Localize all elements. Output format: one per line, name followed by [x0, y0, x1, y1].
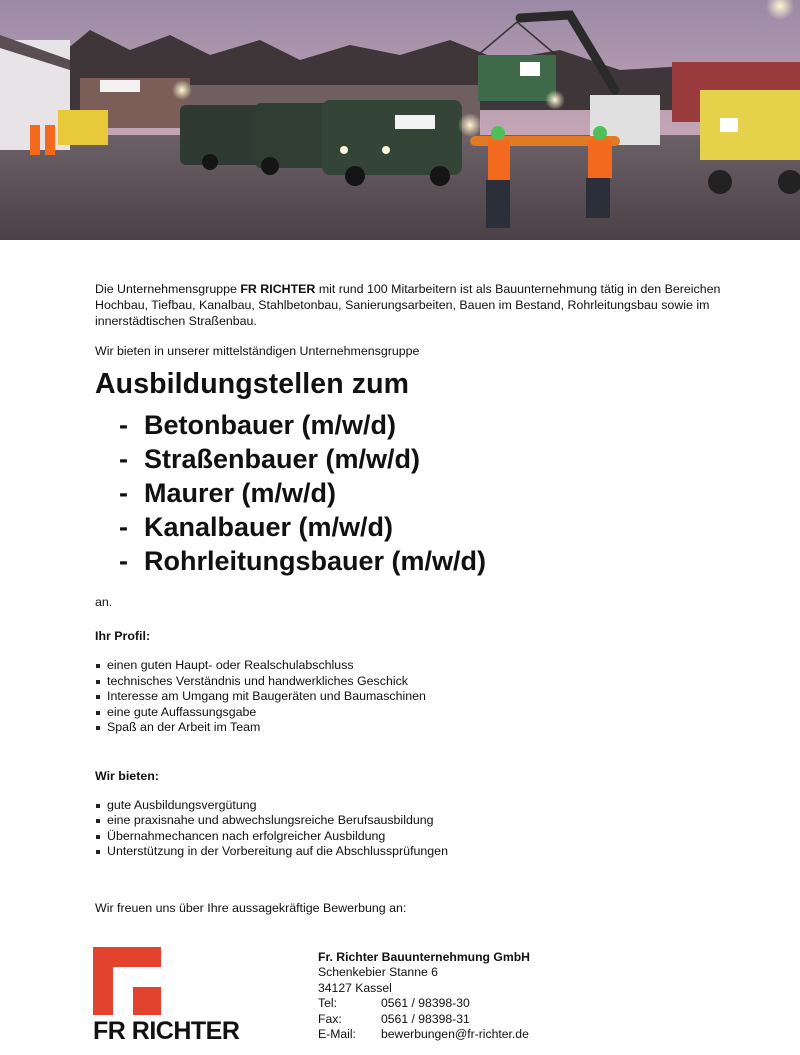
contact-block [318, 950, 530, 1042]
job-title: Maurer (m/w/d) [144, 478, 337, 508]
job-item [95, 476, 735, 510]
bullet-icon [96, 664, 100, 668]
bullet-icon [96, 850, 100, 854]
list-item-text: einen guten Haupt- oder Realschulabschluss [107, 658, 354, 672]
bullet-icon [96, 819, 100, 823]
list-item [95, 674, 735, 690]
fax-value: 0561 / 98398-31 [381, 1011, 470, 1026]
benefits-title: Wir bieten: [95, 768, 159, 783]
hero-photo [0, 0, 800, 240]
list-item [95, 720, 735, 736]
an-text: an. [95, 595, 113, 609]
bullet-icon [96, 711, 100, 715]
list-item [95, 813, 735, 829]
profile-list [95, 658, 735, 736]
list-item-text: technisches Verständnis und handwerkliches Geschick [107, 673, 408, 688]
intro-paragraph [95, 281, 735, 329]
list-item-text: gute Ausbildungsvergütung [107, 797, 257, 812]
tel-value: 0561 / 98398-30 [381, 996, 470, 1011]
contact-company: Fr. Richter Bauunternehmung GmbH [318, 950, 530, 964]
list-item [95, 844, 735, 860]
email-link[interactable]: bewerbungen@fr-richter.de [381, 1027, 529, 1042]
bullet-icon [96, 680, 100, 684]
job-dash: - [119, 444, 128, 474]
contact-fax-row [318, 1012, 530, 1027]
job-title: Rohrleitungsbauer (m/w/d) [144, 546, 487, 576]
job-dash: - [119, 546, 128, 576]
job-dash: - [119, 410, 128, 440]
job-dash: - [119, 478, 128, 508]
intro-text-1: Die Unternehmensgruppe [95, 282, 241, 296]
job-list [95, 408, 735, 578]
company-logo [93, 947, 263, 1045]
list-item-text: Unterstützung in der Vorbereitung auf die Abschlussprüfungen [107, 844, 448, 858]
list-item-text: Spaß an der Arbeit im Team [107, 720, 261, 734]
tel-label: Tel: [318, 996, 337, 1011]
bullet-icon [96, 835, 100, 839]
job-item [95, 544, 735, 578]
contact-tel-row [318, 996, 530, 1011]
email-label: E-Mail: [318, 1027, 356, 1042]
contact-city: 34127 Kassel [318, 980, 392, 995]
logo-mark-icon [93, 947, 163, 1017]
list-item [95, 705, 735, 721]
list-item-text: Interesse am Umgang mit Baugeräten und Baumaschinen [107, 689, 426, 703]
headline: Ausbildungstellen zum [95, 368, 410, 400]
list-item-text: Übernahmechancen nach erfolgreicher Ausbildung [107, 828, 386, 843]
list-item-text: eine gute Auffassungsgabe [107, 704, 257, 719]
profile-title: Ihr Profil: [95, 629, 151, 643]
list-item-text: eine praxisnahe und abwechslungsreiche Berufsausbildung [107, 813, 434, 827]
list-item [95, 829, 735, 845]
offer-line: Wir bieten in unserer mittelständigen Unternehmensgruppe [95, 344, 420, 358]
list-item [95, 689, 735, 705]
contact-email-row [318, 1027, 530, 1042]
list-item [95, 658, 735, 674]
job-dash: - [119, 512, 128, 542]
main-content [95, 281, 735, 916]
logo-text: FR RICHTER [93, 1017, 240, 1045]
intro-text-2: mit rund 100 Mitarbeitern ist als Bauunternehmung tätig in den Bereichen Hochbau, Tiefbau, Kanalbau, Stahlbetonbau, Sanierungsarbeiten, Bauen im Bestand, Rohrleitungsbau sowie im innerstädtischen Straßenbau. [95, 282, 721, 328]
job-title: Betonbauer (m/w/d) [144, 410, 397, 440]
contact-street: Schenkebier Stanne 6 [318, 965, 438, 980]
bullet-icon [96, 726, 100, 730]
fax-label: Fax: [318, 1011, 342, 1026]
hero-illustration [0, 0, 800, 240]
job-item [95, 408, 735, 442]
intro-company: FR RICHTER [240, 282, 316, 296]
job-item [95, 510, 735, 544]
job-item [95, 442, 735, 476]
closing-text: Wir freuen uns über Ihre aussagekräftige Bewerbung an: [95, 900, 407, 915]
list-item [95, 798, 735, 814]
job-title: Kanalbauer (m/w/d) [144, 512, 394, 542]
bullet-icon [96, 695, 100, 699]
bullet-icon [96, 804, 100, 808]
benefits-list [95, 798, 735, 860]
job-title: Straßenbauer (m/w/d) [144, 444, 421, 474]
